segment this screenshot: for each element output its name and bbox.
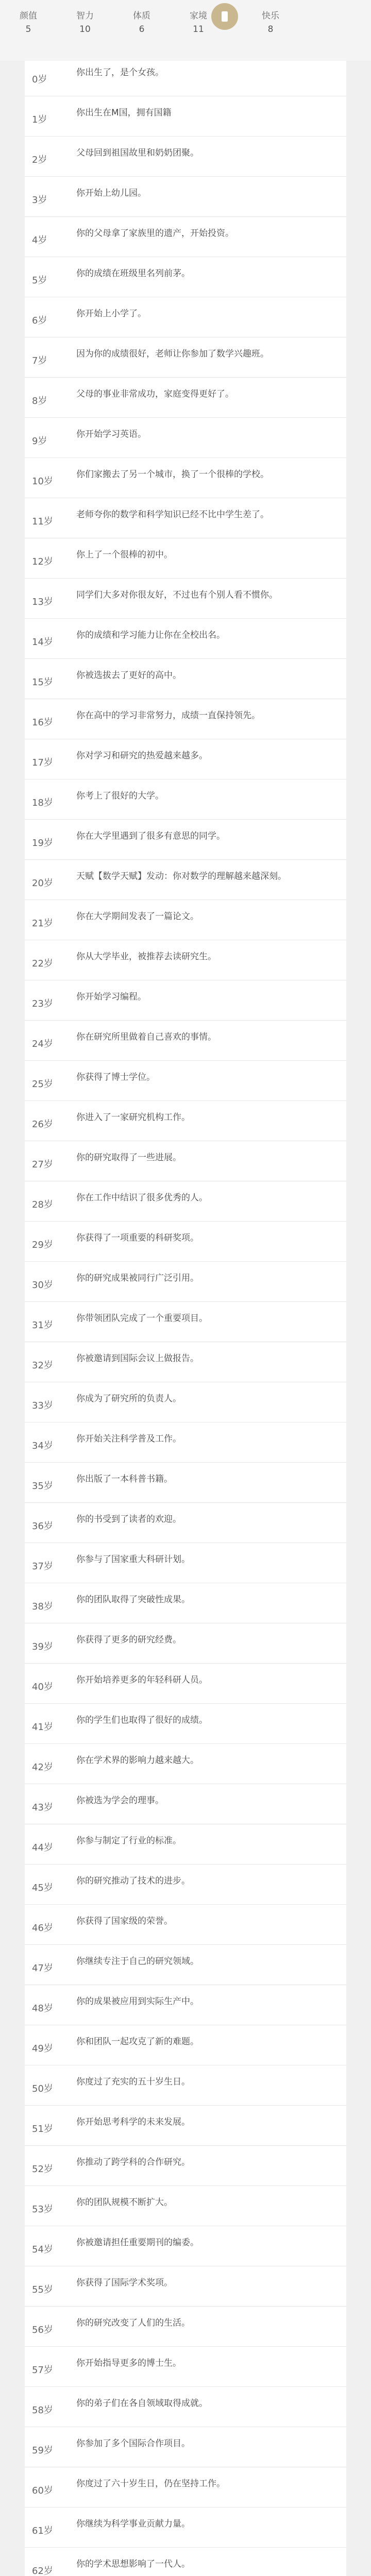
log-row [25, 1507, 346, 1543]
stat-value: 10 [79, 24, 91, 35]
log-event: 你被邀请到国际会议上做报告。 [76, 1353, 199, 1364]
log-event: 你继续为科学事业贡献力量。 [76, 2519, 190, 2529]
log-age: 47岁 [32, 1963, 53, 1974]
log-row [25, 664, 346, 699]
log-row [25, 1106, 346, 1141]
log-row [25, 1146, 346, 1181]
log-event: 你的成果被应用到实际生产中。 [76, 1996, 199, 2007]
log-age: 25岁 [32, 1079, 53, 1090]
log-row [25, 2110, 346, 2146]
log-row [25, 1307, 346, 1342]
log-row [25, 2392, 346, 2427]
log-event: 你获得了博士学位。 [76, 1072, 155, 1082]
log-event: 你被邀请担任重要期刊的编委。 [76, 2238, 199, 2248]
log-age: 55岁 [32, 2284, 53, 2295]
log-event: 父母的事业非常成功，家庭变得更好了。 [76, 389, 234, 399]
log-row [25, 2070, 346, 2106]
log-age: 12岁 [32, 556, 53, 567]
log-event: 你成为了研究所的负责人。 [76, 1394, 181, 1404]
log-event: 你在大学期间发表了一篇论文。 [76, 911, 199, 922]
log-age: 28岁 [32, 1199, 53, 1210]
log-age: 18岁 [32, 798, 53, 808]
log-event: 你开始关注科学普及工作。 [76, 1434, 181, 1444]
log-age: 9岁 [32, 436, 47, 447]
log-event: 你度过了充实的五十岁生日。 [76, 2077, 190, 2087]
log-event: 你和团队一起攻克了新的难题。 [76, 2037, 199, 2047]
log-age: 61岁 [32, 2526, 53, 2536]
log-event: 老师夸你的数学和科学知识已经不比中学生差了。 [76, 510, 269, 520]
log-row [25, 1025, 346, 1061]
log-event: 你继续专注于自己的研究领域。 [76, 1956, 199, 1967]
stat-physique [113, 8, 170, 35]
log-event: 同学们大多对你很友好，不过也有个别人看不惯你。 [76, 590, 278, 600]
log-age: 30岁 [32, 1280, 53, 1291]
log-event: 你度过了六十岁生日，仍在坚持工作。 [76, 2479, 225, 2489]
log-row [25, 262, 346, 297]
log-age: 50岁 [32, 2083, 53, 2094]
stat-label: 体质 [133, 11, 150, 21]
log-row [25, 1869, 346, 1905]
log-row [25, 1065, 346, 1101]
log-event: 你的成绩和学习能力让你在全校出名。 [76, 630, 225, 640]
log-row [25, 422, 346, 458]
log-event: 你开始学习编程。 [76, 992, 146, 1002]
log-age: 41岁 [32, 1722, 53, 1733]
log-event: 父母回到祖国故里和奶奶团聚。 [76, 148, 199, 158]
log-age: 26岁 [32, 1119, 53, 1130]
log-event: 你的团队取得了突破性成果。 [76, 1595, 190, 1605]
log-row [25, 1829, 346, 1865]
log-event: 你的成绩在班级里名列前茅。 [76, 268, 190, 279]
log-age: 19岁 [32, 838, 53, 849]
log-row [25, 1427, 346, 1463]
log-age: 38岁 [32, 1601, 53, 1612]
log-event: 你的父母拿了家族里的遗产，开始投资。 [76, 228, 234, 239]
log-row [25, 1588, 346, 1623]
log-event: 你开始培养更多的年轻科研人员。 [76, 1675, 208, 1685]
log-age: 8岁 [32, 396, 47, 406]
log-event: 你考上了很好的大学。 [76, 791, 164, 801]
log-event: 你对学习和研究的热爱越来越多。 [76, 751, 208, 761]
log-row [25, 2191, 346, 2226]
log-age: 60岁 [32, 2485, 53, 2496]
log-event: 你在研究所里做着自己喜欢的事情。 [76, 1032, 216, 1042]
log-age: 56岁 [32, 2325, 53, 2335]
log-age: 15岁 [32, 677, 53, 688]
log-row [25, 2472, 346, 2507]
log-event: 你开始学习英语。 [76, 429, 146, 439]
log-row [25, 1628, 346, 1664]
stat-happiness [242, 8, 299, 35]
log-event: 你参与制定了行业的标准。 [76, 1836, 181, 1846]
log-age: 10岁 [32, 476, 53, 487]
log-row [25, 463, 346, 498]
log-row [25, 342, 346, 378]
log-row [25, 1226, 346, 1262]
log-age: 45岁 [32, 1883, 53, 1893]
log-row [25, 905, 346, 940]
log-event: 你的学术思想影响了一代人。 [76, 2559, 190, 2569]
log-row [25, 2552, 346, 2576]
log-row [25, 2432, 346, 2467]
log-age: 21岁 [32, 918, 53, 929]
log-event: 你开始上小学了。 [76, 309, 146, 319]
log-age: 37岁 [32, 1561, 53, 1572]
log-age: 34岁 [32, 1440, 53, 1451]
log-event: 天赋【数学天赋】发动：你对数学的理解越来越深刻。 [76, 871, 286, 882]
log-row [25, 222, 346, 257]
log-event: 你出生了，是个女孩。 [76, 67, 164, 78]
log-age: 32岁 [32, 1360, 53, 1371]
log-age: 17岁 [32, 757, 53, 768]
log-row [25, 1708, 346, 1744]
log-event: 你的研究推动了技术的进步。 [76, 1876, 190, 1886]
log-age: 42岁 [32, 1762, 53, 1773]
log-row [25, 1387, 346, 1422]
log-row [25, 2150, 346, 2186]
log-row [25, 2311, 346, 2347]
log-event: 你参与了国家重大科研计划。 [76, 1554, 190, 1565]
log-age: 29岁 [32, 1240, 53, 1250]
log-age: 44岁 [32, 1842, 53, 1853]
log-row [25, 1266, 346, 1302]
log-row [25, 302, 346, 337]
log-row [25, 2351, 346, 2387]
log-event: 你的学生们也取得了很好的成绩。 [76, 1715, 208, 1725]
stat-value: 5 [25, 24, 31, 35]
log-age: 35岁 [32, 1481, 53, 1492]
log-row [25, 744, 346, 779]
log-event: 你推动了跨学科的合作研究。 [76, 2157, 190, 2167]
log-age: 36岁 [32, 1521, 53, 1532]
log-age: 6岁 [32, 315, 47, 326]
log-age: 0岁 [32, 74, 47, 85]
log-event: 你的书受到了读者的欢迎。 [76, 1514, 181, 1524]
log-row [25, 543, 346, 579]
log-event: 你被选为学会的理事。 [76, 1795, 164, 1806]
log-event: 你获得了国际学术奖项。 [76, 2278, 173, 2288]
log-age: 52岁 [32, 2164, 53, 2175]
log-event: 你开始指导更多的博士生。 [76, 2358, 181, 2368]
log-age: 23岁 [32, 998, 53, 1009]
log-age: 53岁 [32, 2204, 53, 2215]
log-row [25, 2512, 346, 2548]
log-row [25, 583, 346, 619]
log-age: 5岁 [32, 275, 47, 286]
life-event-log [25, 61, 346, 2576]
log-age: 20岁 [32, 878, 53, 889]
log-row [25, 623, 346, 659]
stat-value: 6 [139, 24, 145, 35]
log-event: 你在学术界的影响力越来越大。 [76, 1755, 199, 1766]
stat-value: 8 [267, 24, 274, 35]
log-age: 33岁 [32, 1400, 53, 1411]
log-event: 你从大学毕业，被推荐去读研究生。 [76, 952, 216, 962]
log-event: 你的研究改变了人们的生活。 [76, 2318, 190, 2328]
log-age: 54岁 [32, 2244, 53, 2255]
log-age: 48岁 [32, 2003, 53, 2014]
log-row [25, 1990, 346, 2025]
log-age: 27岁 [32, 1159, 53, 1170]
log-age: 39岁 [32, 1641, 53, 1652]
stat-label: 智力 [76, 11, 94, 21]
stat-intelligence [57, 8, 113, 35]
log-row [25, 141, 346, 177]
attribute-stats-bar [0, 0, 371, 61]
log-event: 你在高中的学习非常努力，成绩一直保持领先。 [76, 710, 260, 721]
log-row [25, 61, 346, 96]
log-event: 你获得了更多的研究经费。 [76, 1635, 181, 1645]
log-age: 62岁 [32, 2566, 53, 2576]
log-row [25, 945, 346, 980]
log-event: 你的团队规模不断扩大。 [76, 2197, 173, 2208]
log-age: 43岁 [32, 1802, 53, 1813]
log-row [25, 2271, 346, 2307]
settings-icon[interactable] [211, 3, 238, 30]
log-row [25, 1548, 346, 1583]
log-row [25, 181, 346, 217]
log-event: 你获得了一项重要的科研奖项。 [76, 1233, 199, 1243]
log-age: 16岁 [32, 717, 53, 728]
log-event: 你带领团队完成了一个重要项目。 [76, 1313, 208, 1324]
log-age: 7岁 [32, 355, 47, 366]
log-row [25, 382, 346, 418]
log-age: 49岁 [32, 2043, 53, 2054]
log-row [25, 1668, 346, 1704]
log-event: 你出生在M国，拥有国籍 [76, 108, 172, 118]
stat-label: 快乐 [262, 11, 279, 21]
log-age: 31岁 [32, 1320, 53, 1331]
log-age: 14岁 [32, 637, 53, 648]
log-age: 11岁 [32, 516, 53, 527]
log-row [25, 985, 346, 1021]
log-age: 51岁 [32, 2124, 53, 2134]
log-row [25, 1909, 346, 1945]
log-event: 你被选拔去了更好的高中。 [76, 670, 181, 681]
log-row [25, 1950, 346, 1985]
log-event: 你开始思考科学的未来发展。 [76, 2117, 190, 2127]
log-row [25, 824, 346, 860]
log-age: 57岁 [32, 2365, 53, 2376]
log-row [25, 1467, 346, 1503]
log-row [25, 784, 346, 820]
log-age: 40岁 [32, 1682, 53, 1692]
log-row [25, 503, 346, 538]
log-row [25, 1789, 346, 1824]
log-event: 你开始上幼儿园。 [76, 188, 146, 198]
stat-value: 11 [193, 24, 204, 35]
stat-label: 家境 [190, 11, 207, 21]
log-row [25, 1749, 346, 1784]
log-event: 你的研究成果被同行广泛引用。 [76, 1273, 199, 1283]
log-age: 4岁 [32, 235, 47, 246]
log-row [25, 101, 346, 137]
log-event: 你的研究取得了一些进展。 [76, 1153, 181, 1163]
log-age: 1岁 [32, 114, 47, 125]
log-age: 46岁 [32, 1923, 53, 1934]
stat-label: 颜值 [20, 11, 37, 21]
log-event: 你进入了一家研究机构工作。 [76, 1112, 190, 1123]
stat-beauty [0, 8, 57, 35]
log-event: 你在工作中结识了很多优秀的人。 [76, 1193, 208, 1203]
log-row [25, 2030, 346, 2065]
log-age: 3岁 [32, 195, 47, 206]
log-age: 59岁 [32, 2445, 53, 2456]
log-event: 你上了一个很棒的初中。 [76, 550, 173, 560]
log-age: 24岁 [32, 1039, 53, 1049]
log-event: 你出版了一本科普书籍。 [76, 1474, 173, 1484]
log-row [25, 1186, 346, 1222]
log-row [25, 704, 346, 739]
log-event: 因为你的成绩很好，老师让你参加了数学兴趣班。 [76, 349, 269, 359]
log-row [25, 2231, 346, 2266]
log-event: 你的弟子们在各自领域取得成就。 [76, 2398, 208, 2409]
log-event: 你们家搬去了另一个城市，换了一个很棒的学校。 [76, 469, 269, 480]
log-event: 你获得了国家级的荣誉。 [76, 1916, 173, 1926]
log-age: 58岁 [32, 2405, 53, 2416]
log-age: 2岁 [32, 155, 47, 165]
log-age: 22岁 [32, 958, 53, 969]
log-age: 13岁 [32, 597, 53, 607]
log-event: 你参加了多个国际合作项目。 [76, 2438, 190, 2449]
log-event: 你在大学里遇到了很多有意思的同学。 [76, 831, 225, 841]
log-row [25, 1347, 346, 1382]
log-row [25, 865, 346, 900]
